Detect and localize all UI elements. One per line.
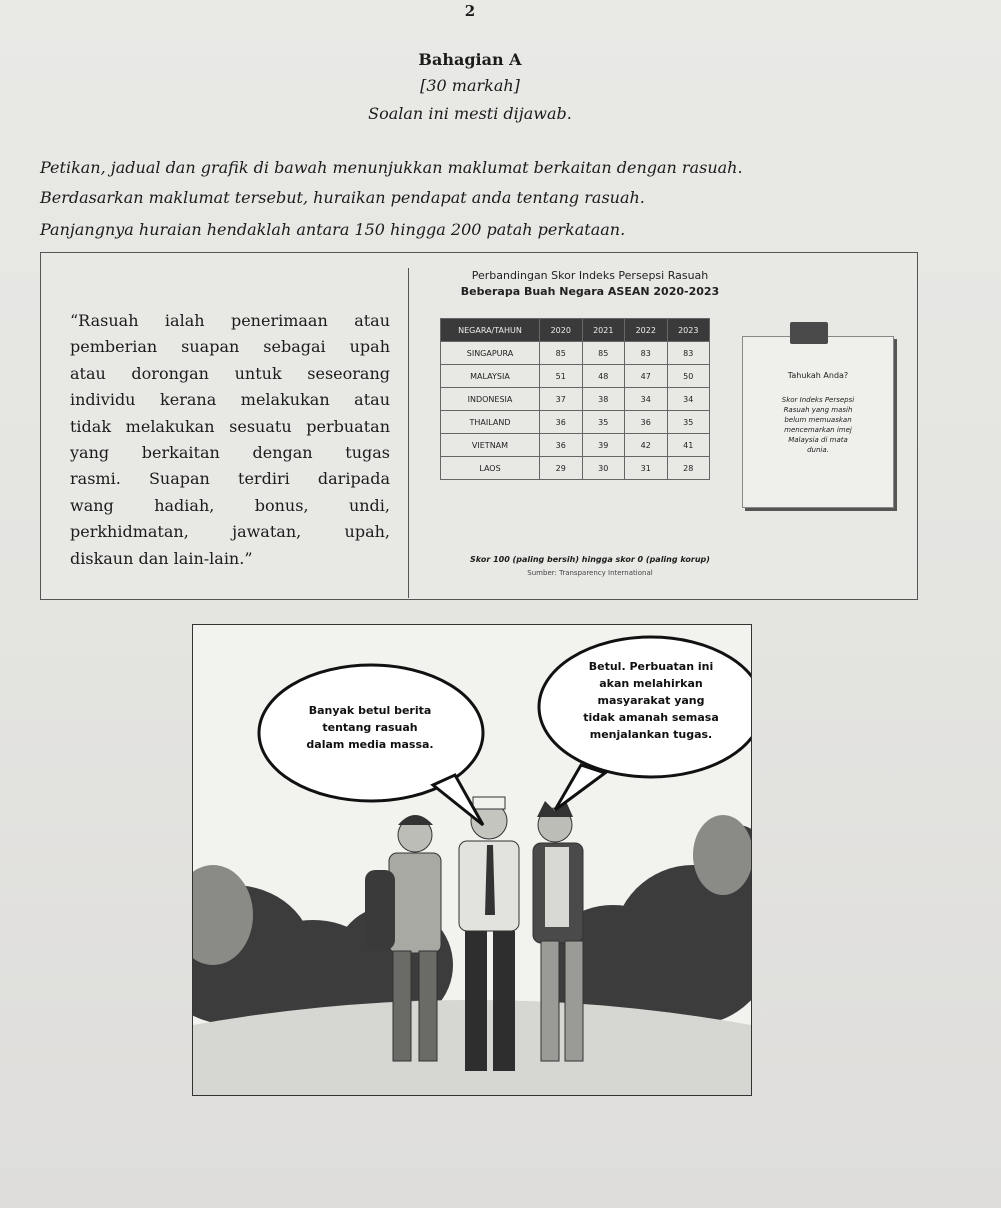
score-cell: 36 bbox=[625, 411, 668, 434]
country-cell: SINGAPURA bbox=[441, 342, 540, 365]
table-source: Sumber: Transparency International bbox=[527, 569, 653, 577]
score-cell: 85 bbox=[540, 342, 583, 365]
score-cell: 34 bbox=[625, 388, 668, 411]
score-cell: 35 bbox=[582, 411, 625, 434]
score-cell: 37 bbox=[540, 388, 583, 411]
table-row bbox=[441, 434, 710, 457]
country-cell: MALAYSIA bbox=[441, 365, 540, 388]
bubble-line: Banyak betul berita bbox=[308, 704, 432, 717]
quote-line: yang berkaitan dengan tugas bbox=[70, 443, 390, 463]
bubble-line: akan melahirkan bbox=[599, 677, 703, 690]
bubble-line: masyarakat yang bbox=[597, 694, 705, 707]
score-cell: 39 bbox=[582, 434, 625, 457]
bubble-line: tentang rasuah bbox=[322, 721, 418, 734]
score-cell: 36 bbox=[540, 411, 583, 434]
table-header: 2020 bbox=[540, 319, 583, 342]
quote-line: atau dorongan untuk seseorang bbox=[70, 363, 390, 383]
question-paragraph-3: Panjangnya huraian hendaklah antara 150 hingga 200 patah perkataan. bbox=[40, 220, 626, 239]
score-cell: 35 bbox=[667, 411, 710, 434]
score-cell: 42 bbox=[625, 434, 668, 457]
definition-quote bbox=[70, 308, 390, 572]
bubble-line: Betul. Perbuatan ini bbox=[588, 660, 714, 673]
table-note: Skor 100 (paling bersih) hingga skor 0 (paling korup) bbox=[470, 555, 710, 564]
board-clip-icon bbox=[790, 322, 828, 344]
section-title: Bahagian A bbox=[418, 50, 522, 69]
table-title bbox=[440, 268, 740, 300]
score-cell: 31 bbox=[625, 457, 668, 480]
quote-line: individu kerana melakukan atau bbox=[70, 390, 390, 410]
country-cell: LAOS bbox=[441, 457, 540, 480]
score-cell: 29 bbox=[540, 457, 583, 480]
country-cell: VIETNAM bbox=[441, 434, 540, 457]
page-number: 2 bbox=[464, 2, 476, 20]
bubble-line: dalam media massa. bbox=[306, 738, 434, 751]
quote-line: wang hadiah, bonus, undi, bbox=[70, 495, 390, 515]
bubble-right-text bbox=[556, 658, 746, 743]
quote-line: perkhidmatan, jawatan, upah, bbox=[70, 522, 390, 542]
bubble-line: tidak amanah semasa bbox=[583, 711, 719, 724]
score-cell: 83 bbox=[667, 342, 710, 365]
score-cell: 34 bbox=[667, 388, 710, 411]
score-cell: 47 bbox=[625, 365, 668, 388]
info-board bbox=[742, 336, 894, 508]
board-line: dunia. bbox=[807, 446, 829, 454]
board-question: Tahukah Anda? bbox=[787, 371, 849, 380]
score-cell: 28 bbox=[667, 457, 710, 480]
question-paragraph-2: Berdasarkan maklumat tersebut, huraikan pendapat anda tentang rasuah. bbox=[40, 188, 645, 207]
table-header: 2023 bbox=[667, 319, 710, 342]
score-cell: 51 bbox=[540, 365, 583, 388]
table-row bbox=[441, 365, 710, 388]
quote-line: diskaun dan lain-lain.” bbox=[70, 548, 253, 568]
score-cell: 38 bbox=[582, 388, 625, 411]
table-row bbox=[441, 388, 710, 411]
quote-line: “Rasuah ialah penerimaan atau bbox=[70, 311, 390, 330]
board-line: belum memuaskan bbox=[784, 416, 852, 424]
table-title-line: Perbandingan Skor Indeks Persepsi Rasuah bbox=[471, 269, 709, 282]
quote-line: pemberian suapan sebagai upah bbox=[70, 337, 390, 357]
table-header: NEGARA/TAHUN bbox=[441, 319, 540, 342]
board-line: Malaysia di mata bbox=[788, 436, 848, 444]
country-cell: INDONESIA bbox=[441, 388, 540, 411]
question-paragraph-1: Petikan, jadual dan grafik di bawah menunjukkan maklumat berkaitan dengan rasuah. bbox=[40, 158, 743, 177]
board-line: Rasuah yang masih bbox=[783, 406, 853, 414]
score-cell: 36 bbox=[540, 434, 583, 457]
instruction-text: Soalan ini mesti dijawab. bbox=[368, 104, 572, 123]
score-cell: 50 bbox=[667, 365, 710, 388]
quote-line: tidak melakukan sesuatu perbuatan bbox=[70, 416, 390, 436]
board-line: mencemarkan imej bbox=[784, 426, 852, 434]
quote-line: rasmi. Suapan terdiri daripada bbox=[70, 469, 390, 489]
score-cell: 41 bbox=[667, 434, 710, 457]
info-divider bbox=[408, 268, 409, 598]
bubble-line: menjalankan tugas. bbox=[589, 728, 713, 741]
board-text bbox=[749, 395, 887, 455]
table-row bbox=[441, 411, 710, 434]
table-header: 2022 bbox=[625, 319, 668, 342]
table-title-line: Beberapa Buah Negara ASEAN 2020-2023 bbox=[460, 285, 720, 298]
board-line: Skor Indeks Persepsi bbox=[781, 396, 855, 404]
score-cell: 48 bbox=[582, 365, 625, 388]
table-row bbox=[441, 342, 710, 365]
table-header-row bbox=[441, 319, 710, 342]
country-cell: THAILAND bbox=[441, 411, 540, 434]
score-cell: 85 bbox=[582, 342, 625, 365]
table-row bbox=[441, 457, 710, 480]
bubble-left-text bbox=[272, 702, 468, 753]
table-header: 2021 bbox=[582, 319, 625, 342]
marks-label: [30 markah] bbox=[420, 76, 520, 95]
cpi-score-table bbox=[440, 318, 710, 480]
score-cell: 30 bbox=[582, 457, 625, 480]
score-cell: 83 bbox=[625, 342, 668, 365]
